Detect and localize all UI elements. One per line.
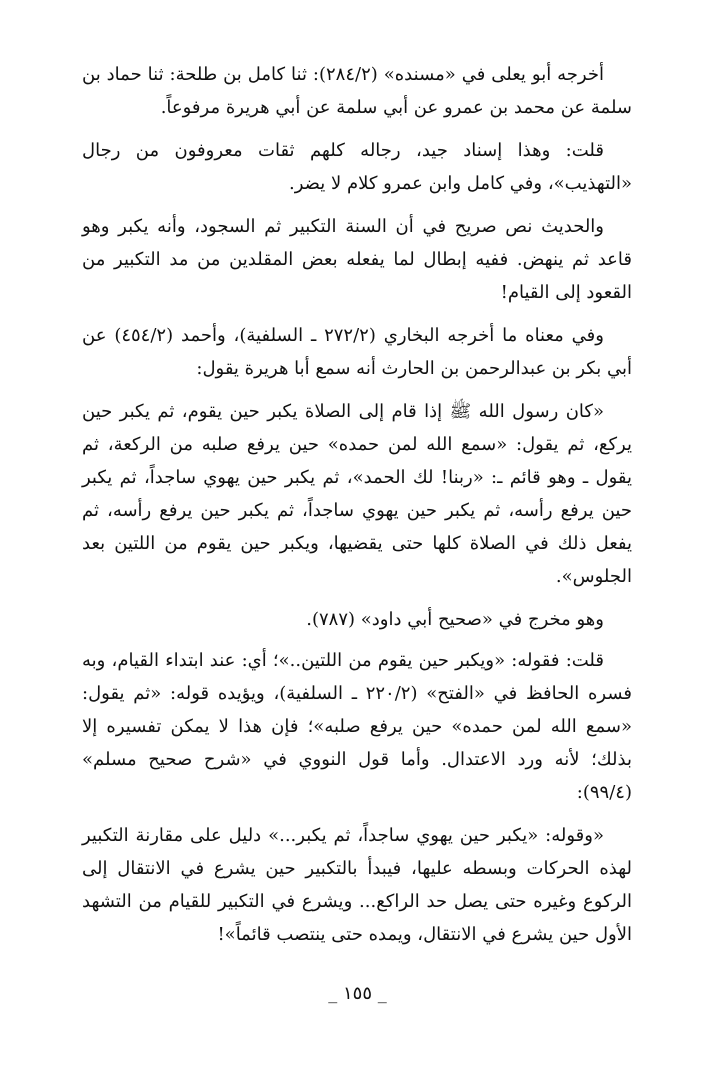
paragraph-commentary: قلت: فقوله: «ويكبر حين يقوم من اللتين..»؛ أي: عند ابتداء القيام، وبه فسره الحافظ في «الفتح» (٢٢٠/٢ ـ السلفية)، ويؤيده قوله: «ثم يقول: «سمع الله لمن حمده» حين يرفع صلبه»؛ فإن هذا لا يمكن تفسيره إلا بذلك؛ لأنه ورد الاعتدال. وأما قول النووي في «شرح صحيح مسلم» (٩٩/٤): <box>82 650 632 803</box>
paragraph-hadith-explanation: والحديث نص صريح في أن السنة التكبير ثم السجود، وأنه يكبر وهو قاعد ثم ينهض. ففيه إبطال لما يفعله بعض المقلدين من مد التكبير من القعود إلى القيام! <box>82 216 632 303</box>
page-number: _ ١٥٥ _ <box>328 983 387 1004</box>
paragraph-bukhari-reference: وفي معناه ما أخرجه البخاري (٢٧٢/٢ ـ السلفية)، وأحمد (٤٥٤/٢) عن أبي بكر بن عبدالرحمن بن الحارث أنه سمع أبا هريرة يقول: <box>82 325 632 379</box>
page-body <box>82 58 632 961</box>
paragraph-nawawi-quote: «وقوله: «يكبر حين يهوي ساجداً، ثم يكبر...» دليل على مقارنة التكبير لهذه الحركات وبسطه عليها، فيبدأ بالتكبير حين يشرع في الانتقال إلى الركوع وغيره حتى يصل حد الراكع... ويشرع في التكبير للقيام من التشهد الأول حين يشرع في الانتقال، ويمده حتى ينتصب قائماً»! <box>82 825 632 945</box>
paragraph-hadith-text: «كان رسول الله ﷺ إذا قام إلى الصلاة يكبر حين يقوم، ثم يكبر حين يركع، ثم يقول: «سمع الله لمن حمده» حين يرفع صلبه من الركعة، ثم يقول ـ وهو قائم ـ: «ربنا! لك الحمد»، ثم يكبر حين يهوي ساجداً، ثم يكبر حين يرفع رأسه، ثم يكبر حين يهوي ساجداً، ثم يكبر حين يرفع رأسه، ثم يفعل ذلك في الصلاة كلها حتى يقضيها، ويكبر حين يقوم من اللتين بعد الجلوس». <box>82 401 632 587</box>
paragraph-abu-dawud-reference: وهو مخرج في «صحيح أبي داود» (٧٨٧). <box>306 609 604 630</box>
paragraph-isnad-assessment: قلت: وهذا إسناد جيد، رجاله كلهم ثقات معروفون من رجال «التهذيب»، وفي كامل وابن عمرو كلام لا يضر. <box>82 140 632 194</box>
paragraph-takhrij-abu-yala: أخرجه أبو يعلى في «مسنده» (٢٨٤/٢): ثنا كامل بن طلحة: ثنا حماد بن سلمة عن محمد بن عمرو عن أبي سلمة عن أبي هريرة مرفوعاً. <box>82 64 632 118</box>
